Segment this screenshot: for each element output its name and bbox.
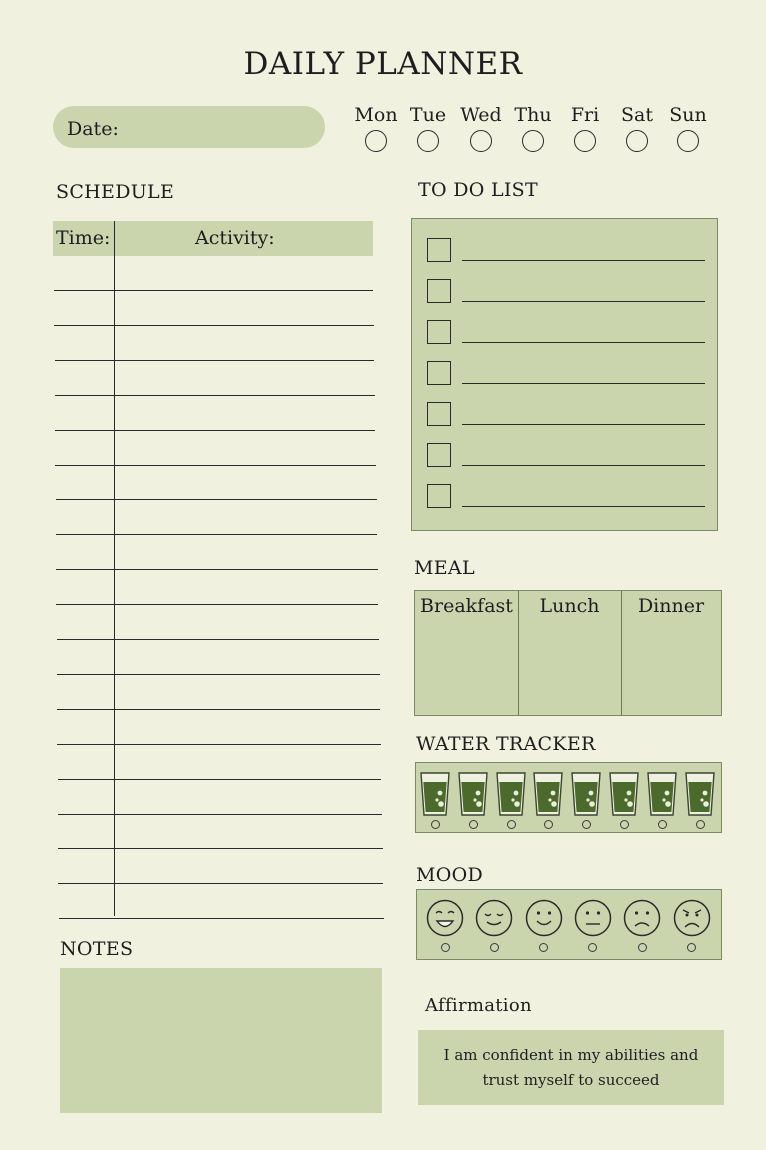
meal-table — [414, 590, 722, 716]
weekday-circle[interactable] — [522, 130, 544, 152]
affirmation-heading: Affirmation — [425, 995, 532, 1016]
weekday-label: Sat — [621, 104, 653, 126]
schedule-row-line — [55, 465, 376, 466]
schedule-row-line — [55, 395, 375, 396]
schedule-row-line — [58, 883, 383, 884]
water-glass-icon[interactable] — [646, 771, 678, 817]
schedule-row-line — [56, 569, 378, 570]
meal-breakfast: Breakfast — [420, 595, 513, 617]
schedule-row-line — [56, 604, 378, 605]
schedule-row-line — [55, 430, 375, 431]
mood-check-circle[interactable] — [490, 943, 499, 952]
todo-line[interactable] — [462, 342, 705, 343]
schedule-row-line — [59, 918, 384, 919]
water-glass-icon[interactable] — [419, 771, 451, 817]
meal-dinner: Dinner — [637, 595, 705, 617]
todo-checkbox[interactable] — [427, 320, 451, 344]
schedule-row-line — [57, 639, 380, 640]
weekday-circle[interactable] — [626, 130, 648, 152]
water-glass-icon[interactable] — [457, 771, 489, 817]
todo-line[interactable] — [462, 260, 705, 261]
weekday-circle[interactable] — [417, 130, 439, 152]
neutral-face-icon[interactable] — [573, 898, 613, 938]
todo-list — [411, 218, 718, 531]
todo-line[interactable] — [462, 383, 705, 384]
water-check-circle[interactable] — [431, 820, 440, 829]
angry-face-icon[interactable] — [672, 898, 712, 938]
todo-checkbox[interactable] — [427, 402, 451, 426]
water-check-circle[interactable] — [544, 820, 553, 829]
todo-line[interactable] — [462, 301, 705, 302]
weekday-label: Thu — [514, 104, 552, 126]
todo-checkbox[interactable] — [427, 238, 451, 262]
weekday-circle[interactable] — [365, 130, 387, 152]
notes-area[interactable] — [60, 968, 382, 1113]
water-heading: WATER TRACKER — [416, 733, 596, 755]
meal-heading: MEAL — [414, 557, 475, 579]
todo-checkbox[interactable] — [427, 484, 451, 508]
schedule-row-line — [57, 709, 380, 710]
water-check-circle[interactable] — [620, 820, 629, 829]
schedule-row-line — [56, 534, 377, 535]
schedule-row-line — [58, 779, 382, 780]
affirmation-line-1: I am confident in my abilities and — [443, 1046, 699, 1064]
notes-heading: NOTES — [60, 938, 134, 960]
smiling-face-icon[interactable] — [524, 898, 564, 938]
mood-heading: MOOD — [416, 864, 484, 886]
schedule-row-line — [58, 814, 382, 815]
schedule-row-line — [54, 325, 373, 326]
time-column-label: Time: — [56, 227, 111, 249]
water-glass-icon[interactable] — [608, 771, 640, 817]
water-glass-icon[interactable] — [570, 771, 602, 817]
water-check-circle[interactable] — [582, 820, 591, 829]
weekday-label: Tue — [409, 104, 447, 126]
water-glass-icon[interactable] — [495, 771, 527, 817]
mood-check-circle[interactable] — [638, 943, 647, 952]
schedule-row-line — [57, 674, 380, 675]
water-glass-icon[interactable] — [684, 771, 716, 817]
todo-heading: TO DO LIST — [418, 179, 538, 201]
water-check-circle[interactable] — [469, 820, 478, 829]
water-check-circle[interactable] — [696, 820, 705, 829]
todo-checkbox[interactable] — [427, 443, 451, 467]
frowning-face-icon[interactable] — [622, 898, 662, 938]
schedule-row-line — [56, 499, 377, 500]
todo-line[interactable] — [462, 506, 705, 507]
weekday-label: Sun — [669, 104, 707, 126]
todo-checkbox[interactable] — [427, 279, 451, 303]
mood-tracker — [416, 889, 722, 960]
mood-check-circle[interactable] — [539, 943, 548, 952]
weekday-circle[interactable] — [470, 130, 492, 152]
todo-line[interactable] — [462, 424, 705, 425]
schedule-header — [53, 221, 373, 256]
schedule-row-line — [54, 290, 373, 291]
activity-column-label: Activity: — [195, 227, 275, 249]
mood-check-circle[interactable] — [441, 943, 450, 952]
date-field[interactable] — [53, 106, 325, 148]
laughing-face-icon[interactable] — [425, 898, 465, 938]
weekday-label: Wed — [460, 104, 502, 126]
mood-check-circle[interactable] — [588, 943, 597, 952]
todo-checkbox[interactable] — [427, 361, 451, 385]
water-glass-icon[interactable] — [532, 771, 564, 817]
affirmation-box — [418, 1030, 724, 1105]
schedule-row-line — [57, 744, 381, 745]
water-check-circle[interactable] — [658, 820, 667, 829]
mood-check-circle[interactable] — [687, 943, 696, 952]
affirmation-line-2: trust myself to succeed — [482, 1071, 660, 1089]
todo-line[interactable] — [462, 465, 705, 466]
weekday-circle[interactable] — [677, 130, 699, 152]
page-title: DAILY PLANNER — [243, 46, 523, 82]
meal-lunch: Lunch — [539, 595, 600, 617]
schedule-heading: SCHEDULE — [56, 181, 175, 203]
weekday-label: Mon — [354, 104, 398, 126]
weekday-label: Fri — [570, 104, 600, 126]
water-check-circle[interactable] — [507, 820, 516, 829]
content-face-icon[interactable] — [474, 898, 514, 938]
schedule-row-line — [58, 848, 383, 849]
schedule-row-line — [55, 360, 375, 361]
water-tracker — [415, 762, 722, 833]
weekday-circle[interactable] — [574, 130, 596, 152]
date-label: Date: — [67, 118, 119, 140]
